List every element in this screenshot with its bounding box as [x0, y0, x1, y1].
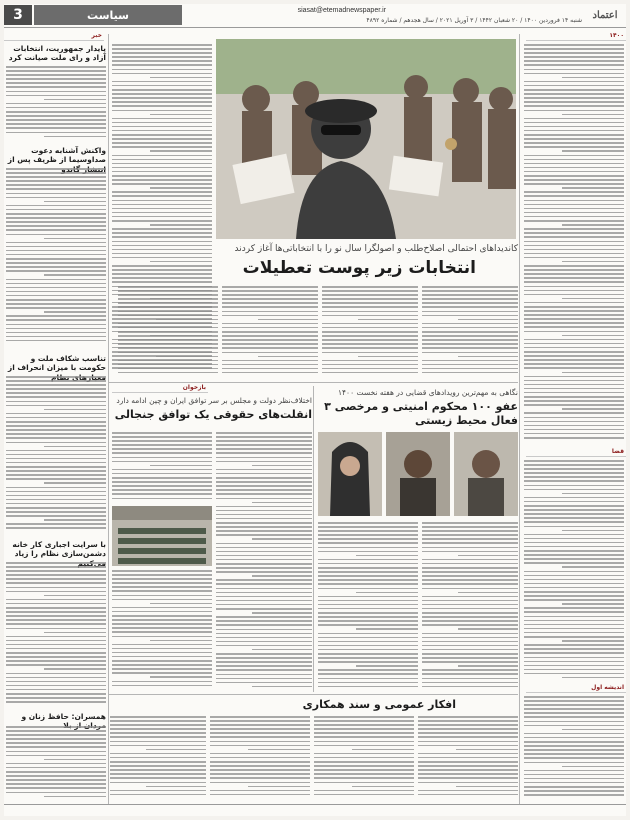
main-kicker: کاندیداهای احتمالی اصلاح‌طلب و اصولگرا سال نو را با انتخاباتی‌ها آغاز کردند [234, 244, 518, 254]
parliament-photo [112, 506, 212, 566]
left-story-4-text [6, 562, 106, 706]
bottom-col-3 [210, 716, 310, 802]
judiciary-kicker: نگاهی به مهم‌ترین رویدادهای قضایی در هفته نخست ۱۴۰۰ [337, 388, 518, 397]
bottom-col-2 [314, 716, 414, 802]
page-footer [4, 804, 626, 816]
newspaper-page [4, 4, 626, 816]
right-column-text-3 [524, 696, 624, 802]
main-election-photo [216, 39, 516, 239]
bottom-headline: افکار عمومی و سند همکاری [302, 698, 456, 711]
china-col-2 [112, 432, 212, 502]
left-story-1-text [6, 66, 106, 142]
judiciary-col-2 [318, 522, 418, 692]
china-kicker: اختلاف‌نظر دولت و مجلس بر سر توافق ایران و چین ادامه دارد [116, 396, 312, 405]
main-story-col-3 [222, 286, 318, 378]
section-email[interactable]: siasat@etemadnewspaper.ir [297, 7, 386, 14]
right-column-label: ۱۴۰۰ [526, 32, 626, 41]
left-story-2-title: واکنش آشنابه دعوت صداوسیما از ظریف پس از [7, 146, 106, 165]
bottom-col-1 [418, 716, 518, 802]
china-headline: انقلت‌های حقوقی یک توافق جنجالی [114, 408, 312, 421]
mid-label: بازخوان [112, 384, 208, 393]
judiciary-headline: عفو ۱۰۰ محکوم امنیتی و مرخصی ۳ فعال محیط زیستی [324, 400, 518, 427]
page-number: 3 [4, 5, 32, 25]
main-story-col-4 [118, 286, 218, 378]
left-story-3-text [6, 376, 106, 534]
left-story-2-text [6, 168, 106, 348]
activist-photo-1 [454, 432, 518, 516]
section-title: سیاست [34, 5, 182, 25]
left-story-1-title: پایدار جمهوریت، انتخابات آزاد و رای ملت صیانت کرد [8, 44, 106, 63]
main-story-col-2 [322, 286, 418, 378]
left-story-5-text [6, 726, 106, 802]
right-bottom-label: اندیشه اول [526, 684, 626, 693]
main-headline: انتخابات زیر پوست تعطیلات [242, 258, 476, 278]
page-header [4, 4, 626, 28]
right-column-text [524, 44, 624, 444]
left-story-4-title: با سرایت اجباری کار خانه دشمن‌سازی نظام را زیاد [12, 540, 106, 559]
china-col-3 [112, 570, 212, 692]
issue-info: شنبه ۱۴ فروردین ۱۴۰۰ / ۲۰ شعبان ۱۴۴۲ / ۳ آوریل ۲۰۲۱ / سال هجدهم / شماره ۴۸۹۲ [366, 17, 582, 24]
activist-photo-2 [386, 432, 450, 516]
newspaper-logo: اعتماد [592, 9, 618, 21]
main-story-col-1 [422, 286, 518, 378]
bottom-col-4 [110, 716, 206, 802]
activist-photo-3 [318, 432, 382, 516]
left-story-5-title: همسران: حافظ زنان و [21, 712, 106, 721]
right-mid-label: قضا [526, 448, 626, 457]
left-story-3-title: تناسب شکاف ملت و حکومت با میزان انحراف از [7, 354, 106, 373]
china-col-1 [216, 432, 312, 692]
judiciary-col-1 [422, 522, 518, 692]
right-column-text-2 [524, 460, 624, 682]
left-column-label: خبر [4, 32, 104, 41]
